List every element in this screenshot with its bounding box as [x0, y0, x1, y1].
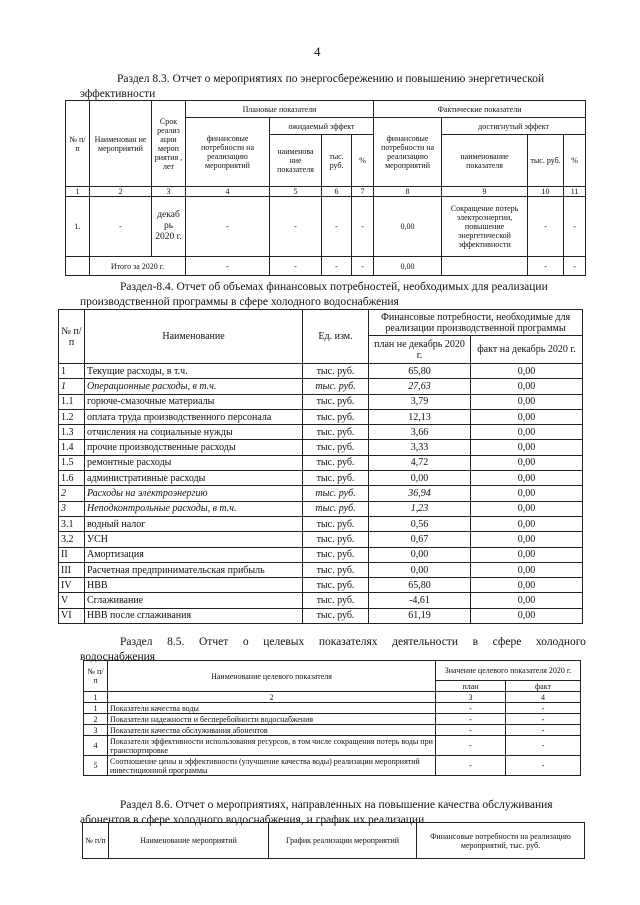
cell-num: 1	[59, 364, 85, 379]
cell-fact: 0,00	[471, 562, 583, 577]
cell-fact: 0,00	[471, 409, 583, 424]
cell-plan: 61,19	[369, 608, 471, 623]
cell-unit: тыс. руб.	[303, 440, 369, 455]
table-row	[59, 364, 583, 379]
cell-plan-fin: -	[186, 197, 270, 257]
cell-unit: тыс. руб.	[303, 608, 369, 623]
cell-num: 3.2	[59, 532, 85, 547]
th-name: Наименован ие мероприятий	[90, 101, 152, 187]
table-row	[59, 409, 583, 424]
table-row	[59, 471, 583, 486]
table-row	[59, 394, 583, 409]
th-achieved-effect: достигнутый эффект	[442, 118, 586, 135]
title-word: показателях	[318, 636, 378, 648]
cell-unit: тыс. руб.	[303, 547, 369, 562]
colnum: 3	[152, 187, 186, 197]
total-ach-thous: -	[528, 257, 564, 276]
colnum: 11	[564, 187, 586, 197]
colnum: 3	[436, 692, 506, 703]
cell-name: отчисления на социальные нужды	[85, 425, 303, 440]
cell-plan: 12,13	[369, 409, 471, 424]
th-term: Срок реализ ации мероп риятия , лет	[152, 101, 186, 187]
cell-name: Показатели эффективности использования ресурсов, в том числе сокращения потерь воды при транспортировке	[108, 736, 436, 756]
cell-plan: 1,23	[369, 501, 471, 516]
cell-plan: 65,80	[369, 578, 471, 593]
cell-fact: 0,00	[471, 547, 583, 562]
table-8-4-body	[59, 364, 583, 624]
section-8-3-title-line1: Раздел 8.3. Отчет о мероприятиях по энергосбережению и повышению энергетической	[117, 73, 545, 85]
total-actual-fin: 0,00	[374, 257, 442, 276]
cell-ach-pct: -	[564, 197, 586, 257]
table-row	[59, 532, 583, 547]
cell-ach-name: Сокращение потерь электроэнергии, повышение энергетической эффективности	[442, 197, 528, 257]
table-8-6	[82, 822, 585, 859]
cell-unit: тыс. руб.	[303, 471, 369, 486]
th-num: № п/п	[84, 661, 108, 692]
cell-name: Показатели качества обслуживания абонентов	[108, 725, 436, 736]
th-ach-name: наименование показателя	[442, 135, 528, 187]
cell-num: 1.1	[59, 394, 85, 409]
colnum: 2	[90, 187, 152, 197]
cell-unit: тыс. руб.	[303, 409, 369, 424]
cell-fact: 0,00	[471, 608, 583, 623]
th-planned-fin: финансовые потребности на реализацию мероприятий	[186, 118, 270, 187]
cell-plan: 3,33	[369, 440, 471, 455]
cell-num: 1	[59, 379, 85, 394]
th-name: Наименование мероприятий	[109, 823, 269, 859]
cell-num: 1.	[66, 197, 90, 257]
th-name: Наименование целевого показателя	[108, 661, 436, 692]
title-word: Отчет	[199, 636, 229, 648]
table-row	[84, 736, 581, 756]
cell-fact: 0,00	[471, 486, 583, 501]
cell-name: НВВ после сглаживания	[85, 608, 303, 623]
th-num: № п/п	[59, 310, 85, 364]
page-number: 4	[314, 44, 321, 59]
cell-num: 3	[84, 725, 108, 736]
cell-fact: 0,00	[471, 578, 583, 593]
th-name: Наименование	[85, 310, 303, 364]
colnum: 9	[442, 187, 528, 197]
cell-term: декаб рь 2020 г.	[152, 197, 186, 257]
th-plan: план не декабрь 2020 г.	[369, 336, 471, 364]
total-row	[66, 257, 586, 276]
cell-num: 5	[84, 756, 108, 776]
th-fin: Финансовые потребности на реализацию мероприятий, тыс. руб.	[417, 823, 585, 859]
cell-name: Сглаживание	[85, 593, 303, 608]
cell-name: административные расходы	[85, 471, 303, 486]
table-8-4	[58, 309, 583, 624]
table-row	[59, 578, 583, 593]
cell-eff-thous: -	[322, 197, 352, 257]
cell-fact: -	[506, 703, 581, 714]
th-schedule: График реализации мероприятий	[269, 823, 417, 859]
cell-plan: 27,63	[369, 379, 471, 394]
cell-plan: -	[436, 736, 506, 756]
cell-unit: тыс. руб.	[303, 364, 369, 379]
th-eff-name: наименова ние показателя	[270, 135, 322, 187]
table-8-5-body	[84, 703, 581, 776]
colnum: 6	[322, 187, 352, 197]
cell-plan: 4,72	[369, 455, 471, 470]
cell-name: Расчетная предпринимательская прибыль	[85, 562, 303, 577]
cell-unit: тыс. руб.	[303, 455, 369, 470]
cell-fact: -	[506, 714, 581, 725]
cell-fact: 0,00	[471, 455, 583, 470]
cell-num: 1.6	[59, 471, 85, 486]
cell-num: 3.1	[59, 516, 85, 531]
title-word: о	[242, 636, 249, 648]
table-row	[59, 455, 583, 470]
cell-num: IV	[59, 578, 85, 593]
table-row	[59, 608, 583, 623]
colnum: 7	[352, 187, 374, 197]
cell-fact: 0,00	[471, 593, 583, 608]
cell-eff-name: -	[270, 197, 322, 257]
th-planned: Плановые показатели	[186, 101, 374, 118]
cell-name: Расходы на электроэнергию	[85, 486, 303, 501]
cell-actual-fin: 0,00	[374, 197, 442, 257]
cell-num: 1.5	[59, 455, 85, 470]
cell-name: Текущие расходы, в т.ч.	[85, 364, 303, 379]
cell-fact: 0,00	[471, 471, 583, 486]
cell-fact: 0,00	[471, 394, 583, 409]
colnum: 5	[270, 187, 322, 197]
cell-num: 1.2	[59, 409, 85, 424]
cell-name: Операционные расходы, в т.ч.	[85, 379, 303, 394]
cell-unit: тыс. руб.	[303, 425, 369, 440]
section-8-4-title-line2: производственной программы в сфере холодного водоснабжения	[80, 296, 399, 308]
th-actual: Фактические показатели	[374, 101, 586, 118]
th-num: № п/ п	[66, 101, 90, 187]
table-row	[59, 379, 583, 394]
th-fin-needs: Финансовые потребности, необходимые для реализации производственной программы	[369, 310, 583, 336]
cell-fact: 0,00	[471, 516, 583, 531]
th-plan: план	[436, 681, 506, 692]
cell-plan: 0,00	[369, 471, 471, 486]
cell-num: V	[59, 593, 85, 608]
cell-num: 3	[59, 501, 85, 516]
cell-fact: 0,00	[471, 379, 583, 394]
title-word: в	[472, 636, 479, 648]
cell-num: 4	[84, 736, 108, 756]
title-word: 8.5.	[167, 636, 185, 648]
th-num: № п/п	[83, 823, 109, 859]
table-8-5	[83, 660, 581, 776]
colnum: 4	[186, 187, 270, 197]
colnum: 2	[108, 692, 436, 703]
total-eff-name: -	[270, 257, 322, 276]
cell-fact: 0,00	[471, 440, 583, 455]
table-row	[84, 714, 581, 725]
cell-unit: тыс. руб.	[303, 486, 369, 501]
cell-unit: тыс. руб.	[303, 593, 369, 608]
cell-unit: тыс. руб.	[303, 379, 369, 394]
cell-name: Соотношение цены и эффективности (улучшение качества воды) реализации мероприятий инвестиционной программы	[108, 756, 436, 776]
th-fact: факт	[506, 681, 581, 692]
cell-plan: -4,61	[369, 593, 471, 608]
total-label: Итого за 2020 г.	[90, 257, 186, 276]
table-row	[59, 440, 583, 455]
cell-fact: -	[506, 756, 581, 776]
table-row	[84, 725, 581, 736]
cell-eff-pct: -	[352, 197, 374, 257]
table-row	[59, 425, 583, 440]
total-plan-fin: -	[186, 257, 270, 276]
cell-plan: 0,67	[369, 532, 471, 547]
colnum: 10	[528, 187, 564, 197]
cell-unit: тыс. руб.	[303, 394, 369, 409]
section-8-6-title-line2: абонентов в сфере холодного водоснабжения, и график их реализации	[80, 814, 425, 826]
section-8-5-title-line2: водоснабжения	[80, 651, 156, 663]
section-8-3-title-line2: эффективности	[80, 88, 156, 100]
cell-num: 1.4	[59, 440, 85, 455]
cell-name: водный налог	[85, 516, 303, 531]
total-eff-thous: -	[322, 257, 352, 276]
cell-name: -	[90, 197, 152, 257]
cell-num: III	[59, 562, 85, 577]
cell-num: II	[59, 547, 85, 562]
title-word: сфере	[492, 636, 522, 648]
cell-plan: 36,94	[369, 486, 471, 501]
cell-num: 1.3	[59, 425, 85, 440]
section-8-4-title-line1: Раздел-8.4. Отчет об объемах финансовых потребностей, необходимых для реализации	[120, 281, 548, 293]
th-ach-pct: %	[564, 135, 586, 187]
cell-name: УСН	[85, 532, 303, 547]
th-expected-effect: ожидаемый эффект	[270, 118, 374, 135]
colnum: 4	[506, 692, 581, 703]
table-row	[59, 562, 583, 577]
title-word: деятельности	[392, 636, 458, 648]
cell-plan: 3,79	[369, 394, 471, 409]
cell-unit: тыс. руб.	[303, 562, 369, 577]
cell-plan: -	[436, 714, 506, 725]
table-row	[59, 516, 583, 531]
cell-name: горюче-смазочные материалы	[85, 394, 303, 409]
table-row	[66, 197, 586, 257]
cell-plan: 0,00	[369, 547, 471, 562]
cell-plan: -	[436, 725, 506, 736]
table-row	[59, 501, 583, 516]
title-word: Раздел	[120, 636, 153, 648]
th-fact: факт на декабрь 2020 г.	[471, 336, 583, 364]
th-unit: Ед. изм.	[303, 310, 369, 364]
table-row	[59, 547, 583, 562]
table-row	[59, 486, 583, 501]
th-eff-thous: тыс. руб.	[322, 135, 352, 187]
cell-unit: тыс. руб.	[303, 501, 369, 516]
cell-ach-thous: -	[528, 197, 564, 257]
cell-fact: 0,00	[471, 501, 583, 516]
total-eff-pct: -	[352, 257, 374, 276]
th-eff-pct: %	[352, 135, 374, 187]
table-row	[84, 703, 581, 714]
cell-name: НВВ	[85, 578, 303, 593]
table-8-3	[65, 100, 586, 276]
table-row	[84, 756, 581, 776]
section-8-6-title-line1: Раздел 8.6. Отчет о мероприятиях, направленных на повышение качества обслуживания	[120, 799, 553, 811]
colnum: 1	[84, 692, 108, 703]
cell-fact: 0,00	[471, 364, 583, 379]
cell-unit: тыс. руб.	[303, 516, 369, 531]
cell-fact: -	[506, 725, 581, 736]
cell-name: прочие производственные расходы	[85, 440, 303, 455]
total-ach-pct: -	[564, 257, 586, 276]
cell-name: Неподконтрольные расходы, в т.ч.	[85, 501, 303, 516]
cell-num: 2	[59, 486, 85, 501]
cell-num: 2	[84, 714, 108, 725]
cell-num: 1	[84, 703, 108, 714]
cell-plan: 0,56	[369, 516, 471, 531]
title-word: холодного	[535, 636, 586, 648]
cell-plan: 0,00	[369, 562, 471, 577]
cell-plan: 65,80	[369, 364, 471, 379]
cell-plan: -	[436, 703, 506, 714]
cell-name: Показатели качества воды	[108, 703, 436, 714]
cell-name: Амортизация	[85, 547, 303, 562]
table-row	[59, 593, 583, 608]
cell-plan: 3,66	[369, 425, 471, 440]
cell-name: Показатели надежности и бесперебойности водоснабжения	[108, 714, 436, 725]
cell-fact: 0,00	[471, 532, 583, 547]
cell-unit: тыс. руб.	[303, 532, 369, 547]
section-8-5-title-line1	[120, 636, 586, 648]
cell-fact: 0,00	[471, 425, 583, 440]
colnum: 8	[374, 187, 442, 197]
cell-name: ремонтные расходы	[85, 455, 303, 470]
cell-name: оплата труда производственного персонала	[85, 409, 303, 424]
colnum: 1	[66, 187, 90, 197]
cell-plan: -	[436, 756, 506, 776]
th-value: Значение целевого показателя 2020 г.	[436, 661, 581, 681]
th-actual-fin: финансовые потребности на реализацию мероприятий	[374, 118, 442, 187]
cell-fact: -	[506, 736, 581, 756]
cell-unit: тыс. руб.	[303, 578, 369, 593]
cell-num: VI	[59, 608, 85, 623]
th-ach-thous: тыс. руб.	[528, 135, 564, 187]
title-word: целевых	[263, 636, 305, 648]
